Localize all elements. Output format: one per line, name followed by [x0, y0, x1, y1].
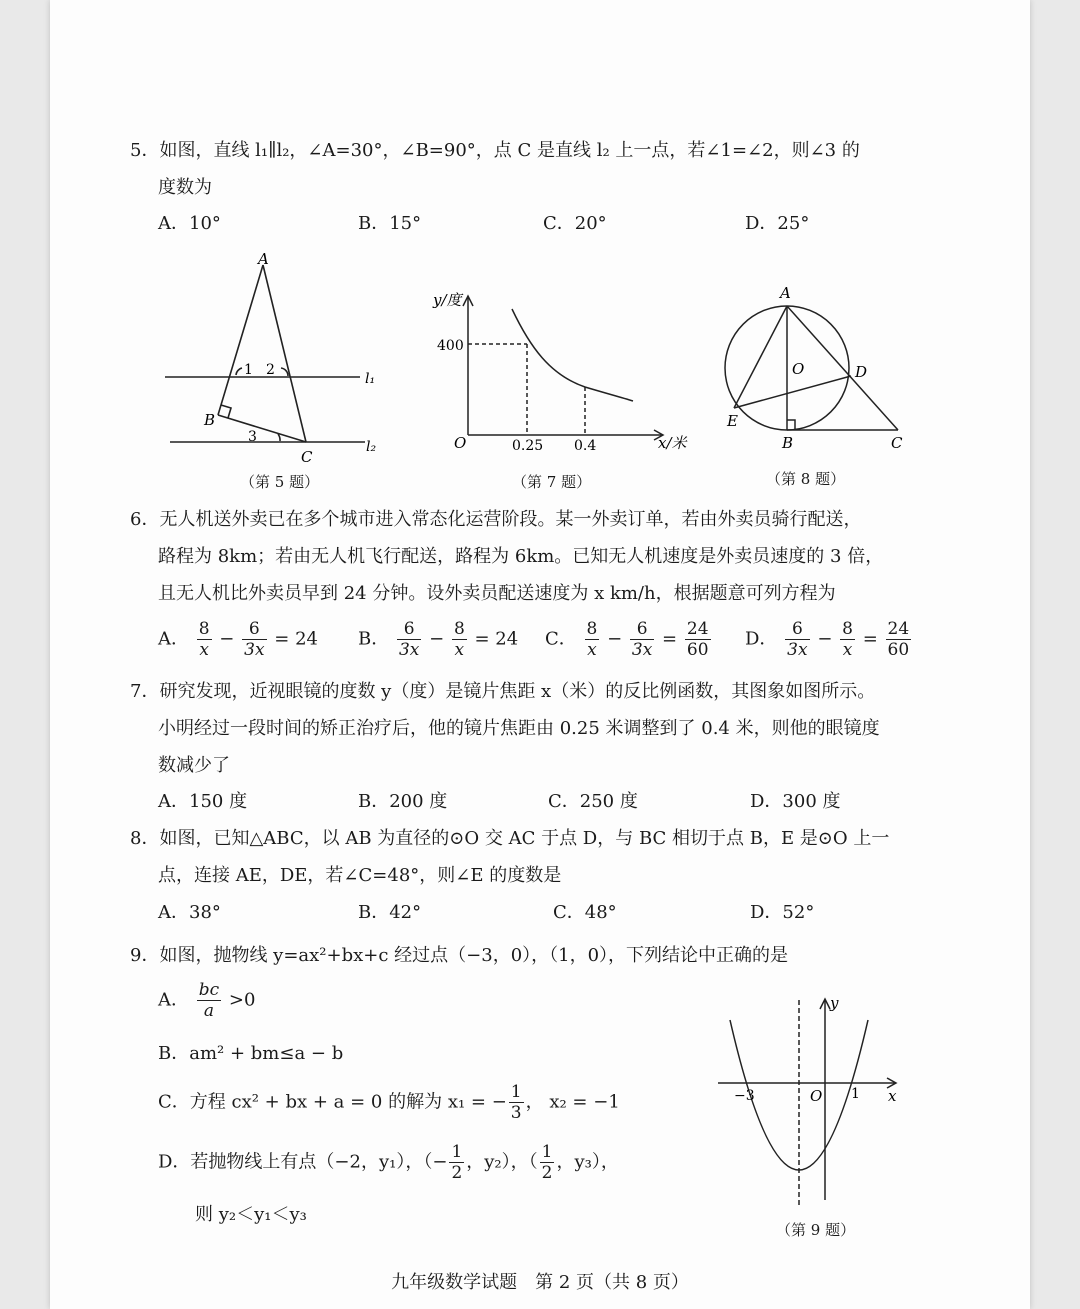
- fig8-line-ae: [734, 306, 787, 408]
- fig5-angle2-arc: [281, 368, 288, 376]
- q9-option-d-pre: D．若抛物线上有点（−2，y₁），（−: [158, 1151, 448, 1173]
- denominator: 3x: [398, 640, 420, 660]
- operator: −: [817, 628, 833, 650]
- operator: −: [607, 628, 623, 650]
- equals: =: [662, 628, 678, 650]
- fig8-label-a: A: [780, 284, 791, 302]
- q9-line1: 9．如图，抛物线 y=ax²+bx+c 经过点（−3，0），（1，0），下列结论中正确的是: [130, 945, 789, 966]
- q9-option-a: [158, 980, 255, 1021]
- numerator: 6: [785, 619, 809, 640]
- q9-option-d: [158, 1142, 619, 1183]
- fraction: [785, 619, 809, 660]
- fig5-label-l1: l₁: [365, 371, 376, 387]
- numerator: 6: [242, 619, 266, 640]
- q8-option-c: C．48°: [553, 902, 617, 923]
- q7-line1: 7．研究发现，近视眼镜的度数 y（度）是镜片焦距 x（米）的反比例函数，其图象如图所示。: [130, 681, 876, 702]
- operator: −: [219, 628, 235, 650]
- q6-option-a-label: A．: [158, 628, 189, 650]
- numerator: 1: [451, 1142, 463, 1162]
- fig7-origin: O: [454, 434, 467, 452]
- numerator: 8: [842, 619, 853, 639]
- fig8-label-d: D: [855, 363, 868, 381]
- q5-line1: 5．如图，直线 l₁∥l₂，∠A=30°，∠B=90°，点 C 是直线 l₂ 上一点，若∠1=∠2，则∠3 的: [130, 140, 860, 161]
- denominator: x: [587, 640, 597, 660]
- denominator: 3x: [787, 640, 808, 660]
- q7-line2: 小明经过一段时间的矫正治疗后，他的镜片焦距由 0.25 米调整到了 0.4 米，则他的眼镜度: [158, 718, 880, 739]
- fraction: [397, 619, 421, 660]
- fig5-label-c: C: [301, 448, 313, 466]
- fig5-edge-bc: [218, 415, 306, 442]
- fraction: [630, 619, 654, 660]
- q9-option-d-mid: ，y₂），（: [466, 1151, 538, 1173]
- fraction: [242, 619, 266, 660]
- q7-option-b: B．200 度: [358, 791, 448, 812]
- fraction: [197, 619, 212, 660]
- fraction: [449, 1142, 464, 1183]
- operator: −: [429, 628, 445, 650]
- fig5-label-b: B: [204, 411, 216, 429]
- numerator: 24: [686, 619, 709, 639]
- page-footer: 九年级数学试题 第 2 页（共 8 页）: [391, 1272, 689, 1293]
- denominator: 3x: [244, 640, 265, 660]
- fig7-label-04: 0.4: [574, 438, 597, 454]
- q5-option-b: B．15°: [358, 213, 422, 234]
- fig5-label-angle1: 1: [244, 362, 253, 378]
- fig7-y-label: y/度: [433, 291, 462, 309]
- fig7-label-400: 400: [437, 338, 464, 354]
- q5-option-c: C．20°: [543, 213, 607, 234]
- fig9-label-minus3: −3: [734, 1088, 755, 1104]
- q9-option-c: [158, 1082, 620, 1123]
- denominator: 2: [541, 1163, 553, 1183]
- q6-line3: 且无人机比外卖员早到 24 分钟。设外卖员配送速度为 x km/h，根据题意可列方程为: [158, 583, 836, 604]
- fig8-right-angle-mark: [787, 420, 795, 430]
- q8-option-b: B．42°: [358, 902, 422, 923]
- numerator: 1: [510, 1082, 522, 1102]
- q6-option-d: [745, 619, 913, 660]
- figure-7: [430, 285, 700, 465]
- q6-option-b: [358, 619, 518, 660]
- q6-line2: 路程为 8km；若由无人机飞行配送，路程为 6km。已知无人机速度是外卖员速度的 3 倍，: [158, 546, 884, 567]
- q6-option-c: [545, 619, 713, 660]
- numerator: 1: [541, 1142, 553, 1162]
- numerator: 6: [630, 619, 654, 640]
- equals: =: [862, 628, 878, 650]
- denominator: 3: [510, 1103, 522, 1123]
- q6-option-c-label: C．: [545, 628, 577, 650]
- fig8-caption: （第 8 题）: [766, 470, 846, 488]
- fig8-label-c: C: [891, 434, 903, 452]
- figure-5: [160, 250, 390, 470]
- numerator: bc: [198, 980, 220, 1000]
- fig8-label-o: O: [792, 360, 805, 378]
- rhs: = 24: [274, 628, 318, 650]
- fig5-angle1-arc: [236, 368, 242, 375]
- q7-line3: 数减少了: [158, 755, 230, 776]
- q9-option-c-text: C．方程 cx² + bx + a = 0 的解为 x₁ = −: [158, 1091, 507, 1113]
- figure-8: [715, 280, 915, 460]
- denominator: x: [454, 640, 465, 660]
- q6-option-a: [158, 619, 318, 660]
- denominator: 3x: [631, 640, 653, 660]
- fig9-origin: O: [810, 1087, 823, 1105]
- fraction: [197, 980, 221, 1021]
- denominator: 2: [451, 1163, 463, 1183]
- fig5-edge-ac: [263, 265, 306, 442]
- rhs: = 24: [474, 628, 519, 650]
- q7-option-c: C．250 度: [548, 791, 638, 812]
- fraction: [509, 1082, 524, 1123]
- q7-option-d: D．300 度: [750, 791, 841, 812]
- q8-option-d: D．52°: [750, 902, 815, 923]
- denominator: x: [199, 640, 209, 660]
- q6-option-b-label: B．: [358, 628, 390, 650]
- q9-option-b: B．am² + bm≤a − b: [158, 1043, 344, 1064]
- q8-line1: 8．如图，已知△ABC，以 AB 为直径的⊙O 交 AC 于点 D，与 BC 相切于点 B，E 是⊙O 上一: [130, 828, 890, 849]
- q5-line2: 度数为: [158, 177, 212, 198]
- numerator: 8: [198, 619, 210, 639]
- numerator: 24: [887, 619, 910, 639]
- fraction: [685, 619, 711, 660]
- fig5-label-angle3: 3: [248, 429, 257, 445]
- fig5-angle3-arc: [278, 434, 280, 441]
- fig9-y-label: y: [830, 994, 839, 1012]
- fraction: [452, 619, 467, 660]
- q8-line2: 点，连接 AE，DE，若∠C=48°，则∠E 的度数是: [158, 865, 562, 886]
- fig7-curve: [512, 309, 633, 401]
- q6-line1: 6．无人机送外卖已在多个城市进入常态化运营阶段。某一外卖订单，若由外卖员骑行配送，: [130, 509, 862, 530]
- fig5-caption: （第 5 题）: [240, 473, 320, 491]
- fig5-edge-ab: [218, 265, 263, 415]
- fig7-caption: （第 7 题）: [512, 473, 592, 491]
- fraction: [585, 619, 600, 660]
- fraction: [886, 619, 912, 660]
- fig8-label-e: E: [727, 412, 738, 430]
- q9-option-d-tail: ，y₃），: [556, 1151, 619, 1173]
- denominator: x: [842, 640, 853, 660]
- q6-option-d-label: D．: [745, 628, 778, 650]
- rhs: >0: [228, 989, 256, 1011]
- fig9-label-1: 1: [851, 1086, 860, 1102]
- figure-9: [710, 990, 910, 1220]
- fig5-label-l2: l₂: [366, 439, 377, 455]
- denominator: 60: [686, 640, 709, 660]
- fig7-x-label: x/米: [658, 434, 687, 452]
- denominator: a: [203, 1001, 214, 1021]
- q9-option-c-tail: ， x₂ = −1: [525, 1091, 620, 1113]
- q8-option-a: A．38°: [158, 902, 221, 923]
- numerator: 6: [397, 619, 421, 640]
- fig5-label-a: A: [258, 250, 269, 268]
- q5-option-a: A．10°: [158, 213, 221, 234]
- numerator: 8: [586, 619, 598, 639]
- numerator: 8: [453, 619, 465, 639]
- fig7-label-025: 0.25: [512, 438, 544, 454]
- q9-option-d-line2: 则 y₂＜y₁＜y₃: [195, 1204, 307, 1225]
- fraction: [840, 619, 855, 660]
- fig5-label-angle2: 2: [266, 362, 275, 378]
- fig9-x-label: x: [888, 1087, 897, 1105]
- q9-option-a-label: A．: [158, 989, 189, 1011]
- fig8-line-ed: [734, 376, 851, 408]
- q5-option-d: D．25°: [745, 213, 810, 234]
- denominator: 60: [887, 640, 910, 660]
- fig8-label-b: B: [782, 434, 794, 452]
- q7-option-a: A．150 度: [158, 791, 248, 812]
- fig9-caption: （第 9 题）: [776, 1221, 856, 1239]
- fraction: [540, 1142, 555, 1183]
